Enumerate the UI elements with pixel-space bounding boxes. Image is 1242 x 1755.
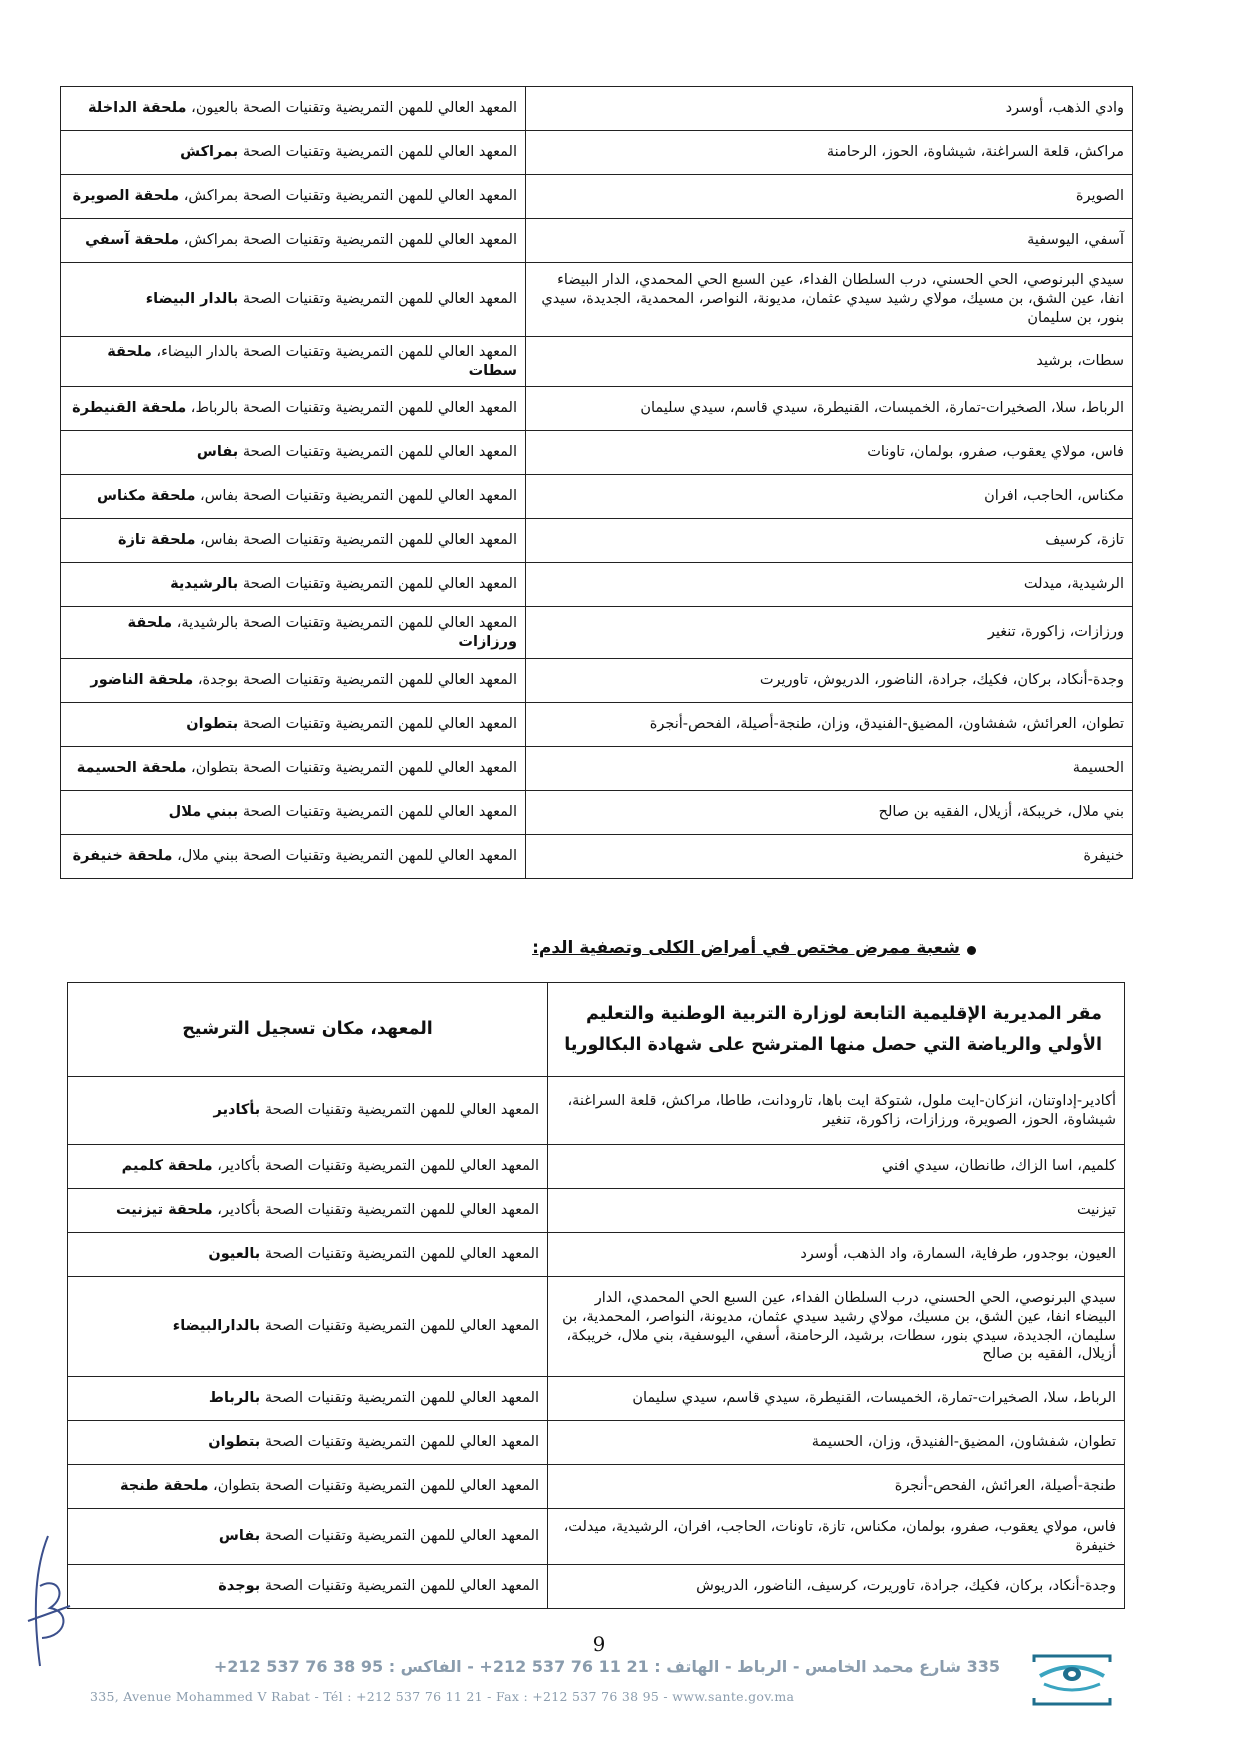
institute-text: المعهد العالي للمهن التمريضية وتقنيات الصحة [238,716,517,733]
footer-address-latin: 335, Avenue Mohammed V Rabat - Tél : +212 537 76 11 21 - Fax : +212 537 76 38 95 - www.sante.gov.ma [90,1689,795,1704]
table-row [61,87,1133,131]
table-row [61,659,1133,703]
institute-text: المعهد العالي للمهن التمريضية وتقنيات الصحة بمراكش، [179,188,517,205]
district-cell: الرشيدية، ميدلت [526,563,1133,607]
district-cell: فاس، مولاي يعقوب، صفرو، بولمان، مكناس، تازة، تاونات، الحاجب، افران، الرشيدية، ميدلت، خنيفرة [548,1509,1125,1565]
institute-annex: ببني ملال [168,804,239,821]
table-row [61,791,1133,835]
section-title: شعبة ممرض مختص في أمراض الكلى وتصفية الدم: [532,938,960,958]
district-cell: العيون، بوجدور، طرفاية، السمارة، واد الذهب، أوسرد [548,1233,1125,1277]
district-cell: وجدة-أنكاد، بركان، فكيك، جرادة، تاوريرت، كرسيف، الناضور، الدريوش [548,1565,1125,1609]
institute-annex: ملحقة الداخلة [87,100,187,117]
table-row [68,1189,1125,1233]
institute-text: المعهد العالي للمهن التمريضية وتقنيات الصحة [238,444,517,461]
district-cell: الحسيمة [526,747,1133,791]
institute-annex: ملحقة خنيفرة [72,848,173,865]
institute-cell [68,1189,548,1233]
institute-text: المعهد العالي للمهن التمريضية وتقنيات الصحة [238,576,517,593]
institute-text: المعهد العالي للمهن التمريضية وتقنيات الصحة بأكادير، [212,1158,539,1175]
institute-annex: ملحقة سطات [107,343,517,379]
institute-cell [68,1233,548,1277]
institute-cell [61,87,526,131]
table-row [61,475,1133,519]
institute-annex: ملحقة الناضور [90,672,194,689]
institute-cell [61,175,526,219]
footer-address-arabic: 335 شارع محمد الخامس - الرباط - الهاتف : 21 11 76 537 212+ - الفاكس : 95 38 76 537 212+ [213,1657,1000,1676]
institute-annex: بالرشيدية [170,576,239,593]
table-row [61,337,1133,387]
institute-annex: بتطوان [208,1434,261,1451]
institute-cell [68,1145,548,1189]
district-cell: الصويرة [526,175,1133,219]
institute-annex: ملحقة طنجة [120,1478,209,1495]
table-row [68,1421,1125,1465]
table-header-row [68,983,1125,1077]
ministry-logo-icon [1030,1652,1114,1708]
institute-text: المعهد العالي للمهن التمريضية وتقنيات الصحة بوجدة، [193,672,517,689]
header-district: مقر المديرية الإقليمية التابعة لوزارة التربية الوطنية والتعليم الأولي والرياضة التي حصل منها المترشح على شهادة البكالوريا [548,983,1125,1077]
institute-annex: ملحقة مكناس [97,488,196,505]
district-cell: فاس، مولاي يعقوب، صفرو، بولمان، تاونات [526,431,1133,475]
institute-annex: بفاس [196,444,239,461]
district-cell: تيزنيت [548,1189,1125,1233]
district-cell: الرباط، سلا، الصخيرات-تمارة، الخميسات، القنيطرة، سيدي قاسم، سيدي سليمان [526,387,1133,431]
institute-cell [68,1077,548,1145]
institute-annex: بفاس [218,1528,261,1545]
institute-annex: بمراكش [180,144,239,161]
institute-annex: ملحقة الصويرة [72,188,180,205]
district-cell: تطوان، شفشاون، المضيق-الفنيدق، وزان، الحسيمة [548,1421,1125,1465]
institute-text: المعهد العالي للمهن التمريضية وتقنيات الصحة ببني ملال، [172,848,517,865]
institute-cell [61,475,526,519]
institute-text: المعهد العالي للمهن التمريضية وتقنيات الصحة بفاس، [195,532,517,549]
institute-annex: بأكادير [213,1102,261,1119]
institute-text: المعهد العالي للمهن التمريضية وتقنيات الصحة [260,1318,539,1335]
institute-cell [61,835,526,879]
institute-cell [68,1509,548,1565]
district-cell: أكادير-إداوتنان، انزكان-ايت ملول، شتوكة ايت باها، تارودانت، طاطا، مراكش، قلعة السراغنة، شيشاوة، الحوز، الصويرة، ورزازات، زاكورة، تنغير [548,1077,1125,1145]
table-row [68,1077,1125,1145]
institute-text: المعهد العالي للمهن التمريضية وتقنيات الصحة [260,1246,539,1263]
institute-cell [61,791,526,835]
institute-annex: ملحقة ورزازات [127,614,517,650]
table-row [68,1465,1125,1509]
district-cell: وادي الذهب، أوسرد [526,87,1133,131]
institute-cell [61,431,526,475]
district-cell: تطوان، العرائش، شفشاون، المضيق-الفنيدق، وزان، طنجة-أصيلة، الفحص-أنجرة [526,703,1133,747]
institute-text: المعهد العالي للمهن التمريضية وتقنيات الصحة [238,291,517,308]
district-cell: ورزازات، زاكورة، تنغير [526,607,1133,659]
institute-cell [61,563,526,607]
institutes-table-1 [60,86,1133,879]
institute-text: المعهد العالي للمهن التمريضية وتقنيات الصحة [260,1390,539,1407]
district-cell: آسفي، اليوسفية [526,219,1133,263]
district-cell: سطات، برشيد [526,337,1133,387]
institute-text: المعهد العالي للمهن التمريضية وتقنيات الصحة بمراكش، [179,232,517,249]
table-row [61,431,1133,475]
institute-cell [61,337,526,387]
table-row [68,1145,1125,1189]
table-row [68,1509,1125,1565]
institute-cell [68,1421,548,1465]
district-cell: خنيفرة [526,835,1133,879]
institute-cell [68,1565,548,1609]
institute-text: المعهد العالي للمهن التمريضية وتقنيات الصحة [260,1528,539,1545]
institute-annex: بتطوان [186,716,239,733]
table-row [61,519,1133,563]
institute-annex: ملحقة الحسيمة [76,760,187,777]
table-row [68,1565,1125,1609]
institute-annex: بالعيون [208,1246,261,1263]
institute-text: المعهد العالي للمهن التمريضية وتقنيات الصحة بتطوان، [208,1478,539,1495]
header-institute: المعهد، مكان تسجيل الترشيح [68,983,548,1077]
institute-annex: بالدار البيضاء [145,291,239,308]
district-cell: طنجة-أصيلة، العرائش، الفحص-أنجرة [548,1465,1125,1509]
table-row [61,747,1133,791]
district-cell: وجدة-أنكاد، بركان، فكيك، جرادة، الناضور، الدريوش، تاوريرت [526,659,1133,703]
district-cell: مراكش، قلعة السراغنة، شيشاوة، الحوز، الرحامنة [526,131,1133,175]
district-cell: مكناس، الحاجب، افران [526,475,1133,519]
institute-cell [61,607,526,659]
institute-text: المعهد العالي للمهن التمريضية وتقنيات الصحة بالعيون، [186,100,517,117]
institute-cell [61,703,526,747]
institute-cell [61,747,526,791]
institute-cell [61,387,526,431]
institute-text: المعهد العالي للمهن التمريضية وتقنيات الصحة [260,1102,539,1119]
institute-annex: بوجدة [218,1578,261,1595]
institute-text: المعهد العالي للمهن التمريضية وتقنيات الصحة بالرباط، [186,400,517,417]
table-row [61,835,1133,879]
institute-text: المعهد العالي للمهن التمريضية وتقنيات الصحة بالدار البيضاء، [151,343,517,360]
district-cell: سيدي البرنوصي، الحي الحسني، درب السلطان الفداء، عين السبع الحي المحمدي، الدار البيضاء انفا، عين الشق، بن مسيك، مولاي رشيد سيدي عثمان، مديونة، النواصر، المحمدية، الجديدة، سيدي بنور، بن سليمان [526,263,1133,337]
institute-annex: ملحقة آسفي [85,232,180,249]
institute-cell [61,131,526,175]
table-row [68,1377,1125,1421]
institute-annex: بالدارالبيضاء [172,1318,261,1335]
institute-annex: ملحقة تازة [118,532,196,549]
table-row [68,1233,1125,1277]
institute-cell [68,1465,548,1509]
institute-text: المعهد العالي للمهن التمريضية وتقنيات الصحة [260,1578,539,1595]
district-cell: سيدي البرنوصي، الحي الحسني، درب السلطان الفداء، عين السبع الحي المحمدي، الدار البيضاء انفا، عين الشق، بن مسيك، مولاي رشيد سيدي عثمان، مديونة، النواصر، المحمدية، بن سليمان، الجديدة، سيدي بنور، سطات، برشيد، الرحامنة، أسفي، اليوسفية، بني ملال، خريبكة، أزيلال، الفقيه بن صالح [548,1277,1125,1377]
institute-annex: ملحقة كلميم [121,1158,213,1175]
district-cell: كلميم، اسا الزاك، طانطان، سيدي افني [548,1145,1125,1189]
district-cell: الرباط، سلا، الصخيرات-تمارة، الخميسات، القنيطرة، سيدي قاسم، سيدي سليمان [548,1377,1125,1421]
institute-cell [61,519,526,563]
institute-text: المعهد العالي للمهن التمريضية وتقنيات الصحة [260,1434,539,1451]
table-row [61,263,1133,337]
institute-annex: بالرباط [208,1390,261,1407]
institute-cell [68,1277,548,1377]
table-row [61,387,1133,431]
bullet-icon [967,946,976,955]
table-row [68,1277,1125,1377]
institute-cell [61,659,526,703]
table-row [61,175,1133,219]
institute-text: المعهد العالي للمهن التمريضية وتقنيات الصحة [238,804,517,821]
signature-icon [18,1526,78,1676]
table-row [61,131,1133,175]
institute-cell [61,219,526,263]
institute-text: المعهد العالي للمهن التمريضية وتقنيات الصحة [238,144,517,161]
institute-annex: ملحقة القنيطرة [72,400,187,417]
table-row [61,607,1133,659]
page-number: 9 [592,1632,606,1656]
district-cell: تازة، كرسيف [526,519,1133,563]
institute-text: المعهد العالي للمهن التمريضية وتقنيات الصحة بأكادير، [212,1202,539,1219]
institute-cell [68,1377,548,1421]
institute-text: المعهد العالي للمهن التمريضية وتقنيات الصحة بالرشيدية، [172,614,517,631]
institute-text: المعهد العالي للمهن التمريضية وتقنيات الصحة بفاس، [195,488,517,505]
institute-text: المعهد العالي للمهن التمريضية وتقنيات الصحة بتطوان، [186,760,517,777]
institute-cell [61,263,526,337]
table-row [61,563,1133,607]
institute-annex: ملحقة تيزنيت [115,1202,213,1219]
district-cell: بني ملال، خريبكة، أزيلال، الفقيه بن صالح [526,791,1133,835]
table-row [61,219,1133,263]
institutes-table-2 [67,982,1125,1609]
table-row [61,703,1133,747]
